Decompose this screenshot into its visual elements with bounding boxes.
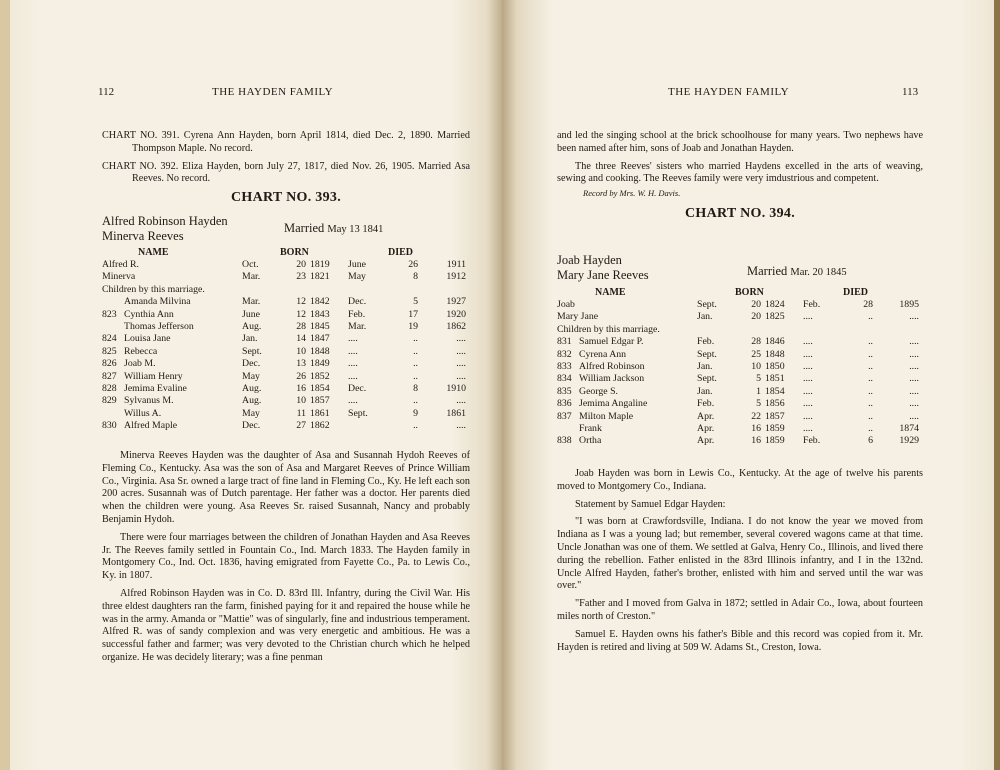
died-month: .... <box>803 348 813 360</box>
narrative <box>102 450 470 670</box>
child-name: Jemima Evaline <box>124 382 187 394</box>
col-died: DIED <box>388 246 414 258</box>
table-row <box>557 435 923 447</box>
table-row <box>102 407 470 419</box>
paragraph: Statement by Samuel Edgar Hayden: <box>575 498 726 510</box>
died-day: .. <box>868 336 873 348</box>
chart-reference-number: 838 <box>557 435 572 447</box>
born-day: 5 <box>756 398 761 410</box>
person-name <box>102 407 242 419</box>
born-day: 26 <box>296 370 306 382</box>
person-name <box>557 385 697 397</box>
table-header <box>557 286 923 298</box>
table-row <box>557 336 923 348</box>
died-month: Sept. <box>348 407 368 419</box>
died-day: .. <box>868 398 873 410</box>
born-year: 1846 <box>765 336 785 348</box>
died-year: 1929 <box>899 435 919 447</box>
died-year: 1895 <box>899 299 919 311</box>
died-year: 1912 <box>446 271 466 283</box>
born-year: 1851 <box>765 373 785 385</box>
child-name: Rebecca <box>124 345 158 357</box>
born-month: Sept. <box>697 348 717 360</box>
died-month: .... <box>348 395 358 407</box>
born-year: 1857 <box>765 410 785 422</box>
child-name: William Henry <box>124 370 183 382</box>
col-born: BORN <box>735 286 764 298</box>
born-year: 1847 <box>310 333 330 345</box>
husband-name: Joab Hayden <box>557 253 622 267</box>
chart-reference-number: 826 <box>102 358 117 370</box>
born-year: 1848 <box>310 345 330 357</box>
child-name: Jemima Angaline <box>579 398 648 410</box>
died-day: .. <box>868 311 873 323</box>
died-month: .... <box>348 370 358 382</box>
marriage-date <box>747 264 847 279</box>
died-month: .... <box>803 410 813 422</box>
person-name <box>557 360 697 372</box>
born-day: 25 <box>751 348 761 360</box>
born-month: Jan. <box>697 385 713 397</box>
person-name <box>102 358 242 370</box>
died-month: .... <box>803 336 813 348</box>
died-day: .. <box>413 395 418 407</box>
chart-391-entry: CHART NO. 391. Cyrena Ann Hayden, born April 1814, died Dec. 2, 1890. Married Thompson Maple. No record. <box>102 130 470 154</box>
born-day: 10 <box>751 361 761 373</box>
child-name: Alfred Robinson <box>579 361 645 373</box>
died-month: Feb. <box>803 299 821 311</box>
child-name: Amanda Milvina <box>124 296 191 308</box>
died-year: .... <box>456 358 466 370</box>
died-day: 19 <box>408 321 418 333</box>
chart-summaries <box>102 130 470 211</box>
died-year: .... <box>456 370 466 382</box>
person-name: Joab <box>557 299 575 311</box>
born-day: 28 <box>296 321 306 333</box>
died-year: .... <box>456 345 466 357</box>
table-row <box>557 360 923 372</box>
born-year: 1824 <box>765 299 785 311</box>
person-name: Mary Jane <box>557 311 599 323</box>
born-month: Dec. <box>242 358 261 370</box>
born-month: Aug. <box>242 395 262 407</box>
chart-reference-number: 833 <box>557 361 572 373</box>
person-name: Alfred R. <box>102 259 140 271</box>
died-month: .... <box>803 422 813 434</box>
husband-name: Alfred Robinson Hayden <box>102 214 228 228</box>
born-year: 1819 <box>310 259 330 271</box>
paragraph: There were four marriages between the children of Jonathan Hayden and Asa Reeves Jr. The Reeves family settled in Fountain Co., Ind. March 1833. The Hayden family in Montgomery Co., Ind. Oct. 1836, having emigrated from Fayette Co., Pa. to Lewis Co., Ky. in 1807. <box>102 531 470 582</box>
chart-392-entry: CHART NO. 392. Eliza Hayden, born July 27, 1817, died Nov. 26, 1905. Married Asa Reeves. No record. <box>102 160 470 185</box>
born-day: 12 <box>296 308 306 320</box>
died-year: 1911 <box>446 259 466 271</box>
genealogy-table <box>557 286 923 447</box>
born-year: 1859 <box>765 435 785 447</box>
person-name <box>557 373 697 385</box>
born-year: 1845 <box>310 321 330 333</box>
child-name: Thomas Jefferson <box>124 321 194 333</box>
died-day: .. <box>868 361 873 373</box>
person-name <box>102 370 242 382</box>
chart-reference-number: 837 <box>557 410 572 422</box>
chart-reference-number: 835 <box>557 385 572 397</box>
wife-name: Minerva Reeves <box>102 229 184 243</box>
died-year: .... <box>909 373 919 385</box>
couple-names <box>102 214 228 244</box>
paragraph: Alfred Robinson Hayden was in Co. D. 83rd Ill. Infantry, during the Civil War. His three eldest daughters ran the farm, finished paying for it and repaired the house while he was in the army. Amanda or "Mattie" was of singularly, fine and industrious temperament. Alfred R. was of sandy complexion and was very energetic and ambitious. He was a successful father and farmer; was very devoted to the Christian church which he helped organize. He was decidely literary; was a fine penman <box>102 587 470 663</box>
child-name: Joab M. <box>124 358 156 370</box>
died-month: May <box>348 271 366 283</box>
table-row <box>557 422 923 434</box>
table-row <box>557 348 923 360</box>
born-month: Jan. <box>697 311 713 323</box>
chart-reference-number: 834 <box>557 373 572 385</box>
born-day: 11 <box>296 407 306 419</box>
born-day: 13 <box>296 358 306 370</box>
died-year: .... <box>909 385 919 397</box>
died-month <box>348 419 388 431</box>
died-month: .... <box>803 361 813 373</box>
died-year: 1927 <box>446 296 466 308</box>
children-label: Children by this marriage. <box>102 283 205 295</box>
paragraph: and led the singing school at the brick schoolhouse for many years. Two nephews have been named after him, sons of Joab and Jonathan Hayden. <box>557 130 923 154</box>
person-name <box>557 336 697 348</box>
child-name: Frank <box>579 422 602 434</box>
born-day: 1 <box>756 385 761 397</box>
born-year: 1843 <box>310 308 330 320</box>
born-year: 1825 <box>765 311 785 323</box>
died-day: 28 <box>863 299 873 311</box>
paragraph: Samuel E. Hayden owns his father's Bible and this record was copied from it. Mr. Hayden is retired and living at 509 W. Adams St., Creston, Iowa. <box>557 628 923 653</box>
narrative <box>557 468 923 659</box>
died-day: 9 <box>413 407 418 419</box>
died-year: 1910 <box>446 382 466 394</box>
person-name <box>102 320 242 332</box>
chart-reference-number: 825 <box>102 345 117 357</box>
chart-reference-number: 824 <box>102 333 117 345</box>
person-name <box>557 348 697 360</box>
child-name: Willus A. <box>124 407 162 419</box>
died-year: .... <box>909 311 919 323</box>
died-year: .... <box>909 410 919 422</box>
died-day: .. <box>413 358 418 370</box>
child-name: Cynthia Ann <box>124 308 174 320</box>
died-year: .... <box>909 398 919 410</box>
quote: "I was born at Crawfordsville, Indiana. I do not know the year we moved from Indiana as I was a young lad; but remember, several covered wagons came at that time. Uncle Jonathan was one of them. We settled at Galva, Henry Co., Illinois, and lived there during the rebellion. Father enlisted in the 83rd Illinois infantry, and I in the 132nd. Uncle Alfred Hayden, father's brother, enlisted with him and served until the war was over." <box>557 516 923 592</box>
child-name: Milton Maple <box>579 410 634 422</box>
born-year: 1850 <box>765 361 785 373</box>
born-month: June <box>242 308 260 320</box>
person-name <box>557 398 697 410</box>
col-born: BORN <box>280 246 309 258</box>
table-row <box>102 395 470 407</box>
born-year: 1821 <box>310 271 330 283</box>
died-month: .... <box>348 333 358 345</box>
chart-reference-number: 831 <box>557 336 572 348</box>
person-name <box>557 422 697 434</box>
table-row <box>557 385 923 397</box>
died-year: .... <box>909 336 919 348</box>
born-year: 1852 <box>310 370 330 382</box>
genealogy-table <box>102 246 470 432</box>
born-year: 1842 <box>310 296 330 308</box>
born-month: Jan. <box>697 361 713 373</box>
born-day: 10 <box>296 395 306 407</box>
born-year: 1849 <box>310 358 330 370</box>
died-year: 1861 <box>446 407 466 419</box>
died-day: .. <box>868 410 873 422</box>
died-year: .... <box>456 395 466 407</box>
child-name: Louisa Jane <box>124 333 171 345</box>
table-row <box>102 419 470 431</box>
chart-reference-number: 836 <box>557 398 572 410</box>
born-day: 20 <box>751 311 761 323</box>
born-month: Sept. <box>697 373 717 385</box>
born-month: Sept. <box>242 345 262 357</box>
table-row <box>102 382 470 394</box>
born-month: Mar. <box>242 271 261 283</box>
died-day: 8 <box>413 271 418 283</box>
born-day: 28 <box>751 336 761 348</box>
col-name: NAME <box>138 246 169 258</box>
born-month: Apr. <box>697 435 715 447</box>
died-day: .. <box>413 345 418 357</box>
child-name: George S. <box>579 385 619 397</box>
born-month: Oct. <box>242 259 259 271</box>
died-day: .. <box>413 333 418 345</box>
born-year: 1856 <box>765 398 785 410</box>
born-year: 1854 <box>310 382 330 394</box>
table-row <box>102 271 470 283</box>
person-name <box>102 333 242 345</box>
child-name: Sylvanus M. <box>124 395 174 407</box>
born-month: Feb. <box>697 398 715 410</box>
died-year: 1874 <box>899 422 919 434</box>
died-month: June <box>348 259 366 271</box>
col-name: NAME <box>595 286 626 298</box>
born-day: 12 <box>296 296 306 308</box>
quote: "Father and I moved from Galva in 1872; settled in Adair Co., Iowa, about fourteen miles north of Creston." <box>557 598 923 622</box>
died-day: .. <box>413 370 418 382</box>
died-month: .... <box>803 373 813 385</box>
person-name <box>102 345 242 357</box>
died-month: Dec. <box>348 382 367 394</box>
person-name <box>102 395 242 407</box>
married-label: Married <box>747 264 788 278</box>
died-year: .... <box>909 348 919 360</box>
born-month: Mar. <box>242 296 261 308</box>
born-month: Apr. <box>697 422 715 434</box>
died-day: 6 <box>868 435 873 447</box>
died-day: .. <box>868 422 873 434</box>
page-edge <box>994 0 1000 770</box>
table-row <box>102 296 470 308</box>
paragraph: The three Reeves' sisters who married Haydens excelled in the arts of weaving, sewing and cooking. The Reeves family were very imdustrious and competent. <box>557 160 923 185</box>
table-row <box>102 333 470 345</box>
died-month: .... <box>348 345 358 357</box>
chart-reference-number: 832 <box>557 348 572 360</box>
born-year: 1859 <box>765 422 785 434</box>
chart-reference-number: 827 <box>102 370 117 382</box>
children-label-row <box>557 323 923 335</box>
person-name <box>102 419 242 431</box>
died-year: 1862 <box>446 321 466 333</box>
continued-text <box>557 130 923 227</box>
married-date: Mar. 20 1845 <box>790 267 847 278</box>
born-day: 27 <box>296 420 306 432</box>
table-row <box>557 298 923 310</box>
died-day: 17 <box>408 308 418 320</box>
born-month: Aug. <box>242 382 262 394</box>
child-name: Cyrena Ann <box>579 348 627 360</box>
born-day: 16 <box>296 382 306 394</box>
couple-names <box>557 253 649 283</box>
col-died: DIED <box>843 286 869 298</box>
born-month: Jan. <box>242 333 258 345</box>
child-name: Alfred Maple <box>124 420 178 432</box>
born-day: 14 <box>296 333 306 345</box>
children-label-row <box>102 283 470 295</box>
table-header <box>102 246 470 258</box>
died-day: 8 <box>413 382 418 394</box>
born-year: 1861 <box>310 407 330 419</box>
page-number: 113 <box>902 86 919 98</box>
running-head: THE HAYDEN FAMILY <box>668 86 790 98</box>
chart-title: CHART NO. 393. <box>230 190 341 206</box>
died-day: 26 <box>408 259 418 271</box>
person-name <box>102 382 242 394</box>
person-name <box>102 308 242 320</box>
page-number: 112 <box>98 86 115 98</box>
chart-reference-number: 828 <box>102 382 117 394</box>
died-month: Feb. <box>803 435 821 447</box>
born-day: 10 <box>296 345 306 357</box>
person-name <box>557 410 697 422</box>
paragraph: Minerva Reeves Hayden was the daughter of Asa and Susannah Hydoh Reeves of Fleming Co., Kentucky. Asa was the son of Asa and Margaret Reeves of Prince William Co., Virginia. Asa Sr. owned a large tract of fine land in Fleming Co., Ky. He left each son 200 acres. Susannah was of Dutch parentage. Her father was a doctor. Her parents died when the children were young. Asa Reeves Sr. raised Susannah, Nancy and probably Benjamin Hydoh. <box>102 450 470 525</box>
wife-name: Mary Jane Reeves <box>557 268 649 282</box>
children-label: Children by this marriage. <box>557 323 660 335</box>
page-edge <box>0 0 10 770</box>
running-head: THE HAYDEN FAMILY <box>212 86 334 98</box>
child-name: William Jackson <box>579 373 645 385</box>
died-month: Mar. <box>348 321 367 333</box>
table-row <box>102 345 470 357</box>
died-day: .. <box>413 420 418 432</box>
paragraph: Joab Hayden was born in Lewis Co., Kentucky. At the age of twelve his parents moved to Montgomery Co., Indiana. <box>557 468 923 492</box>
chart-title: CHART NO. 394. <box>684 205 795 221</box>
died-year: .... <box>456 333 466 345</box>
died-month: .... <box>803 311 813 323</box>
died-day: 5 <box>413 296 418 308</box>
born-month: Feb. <box>697 336 715 348</box>
chart-reference-number: 830 <box>102 420 117 432</box>
table-row <box>102 370 470 382</box>
recorded-by: Record by Mrs. W. H. Davis. <box>583 188 681 199</box>
died-day: .. <box>868 373 873 385</box>
died-year: 1920 <box>446 308 466 320</box>
person-name <box>102 296 242 308</box>
marriage-date <box>284 221 383 236</box>
died-day: .. <box>868 385 873 397</box>
born-year: 1854 <box>765 385 785 397</box>
died-month: .... <box>348 358 358 370</box>
table-row <box>557 311 923 323</box>
born-month: Apr. <box>697 410 715 422</box>
born-year: 1862 <box>310 420 330 432</box>
table-row <box>102 320 470 332</box>
married-date: May 13 1841 <box>327 224 384 235</box>
table-row <box>557 373 923 385</box>
child-name: Ortha <box>579 435 602 447</box>
table-row <box>557 398 923 410</box>
born-day: 20 <box>296 259 306 271</box>
born-day: 20 <box>751 299 761 311</box>
born-month: Aug. <box>242 321 262 333</box>
person-name <box>557 435 697 447</box>
married-label: Married <box>284 221 325 235</box>
born-day: 5 <box>756 373 761 385</box>
table-row <box>557 410 923 422</box>
person-name: Minerva <box>102 271 136 283</box>
died-month: .... <box>803 398 813 410</box>
chart-reference-number: 829 <box>102 395 117 407</box>
born-day: 16 <box>751 435 761 447</box>
died-day: .. <box>868 348 873 360</box>
born-month: May <box>242 407 260 419</box>
child-name: Samuel Edgar P. <box>579 336 644 348</box>
born-month: May <box>242 370 260 382</box>
died-year: .... <box>909 361 919 373</box>
right-page <box>502 0 1000 770</box>
chart-reference-number: 823 <box>102 308 117 320</box>
died-month: .... <box>803 385 813 397</box>
table-row <box>102 358 470 370</box>
born-year: 1848 <box>765 348 785 360</box>
born-year: 1857 <box>310 395 330 407</box>
died-month: Dec. <box>348 296 367 308</box>
born-day: 23 <box>296 271 306 283</box>
born-month: Sept. <box>697 299 717 311</box>
table-row <box>102 258 470 270</box>
died-month: Feb. <box>348 308 366 320</box>
table-row <box>102 308 470 320</box>
born-month: Dec. <box>242 420 261 432</box>
died-year: .... <box>456 420 466 432</box>
born-day: 16 <box>751 422 761 434</box>
born-day: 22 <box>751 410 761 422</box>
